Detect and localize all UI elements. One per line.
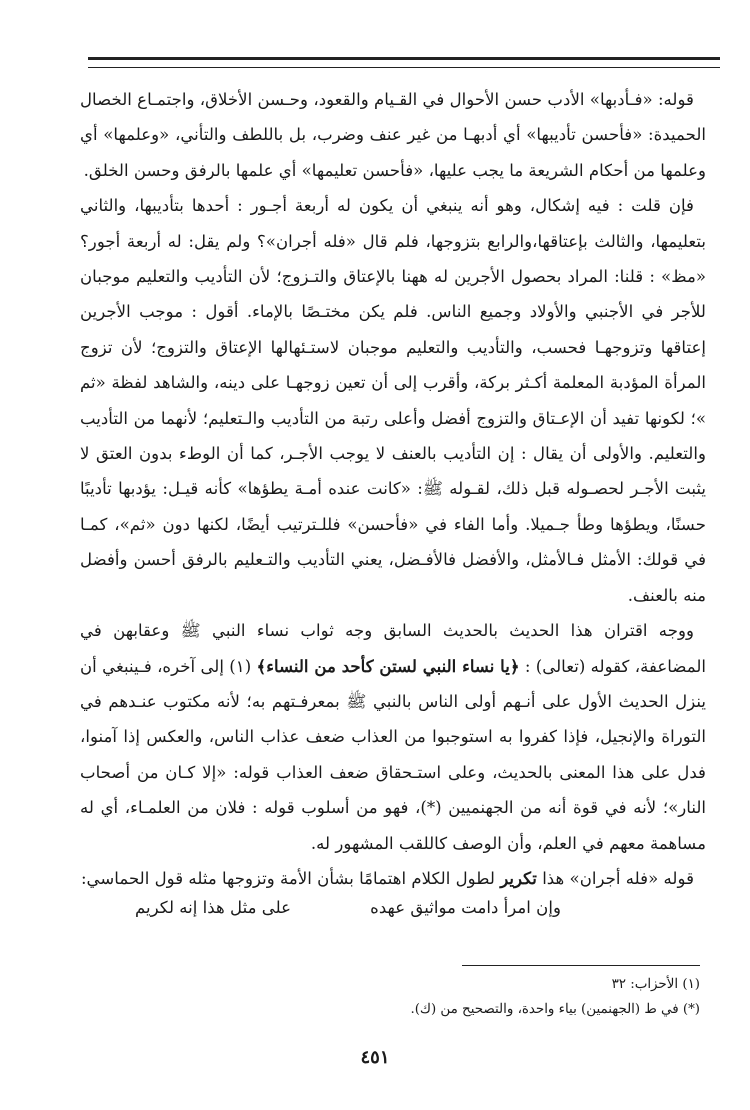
footnotes [80, 972, 700, 1022]
footnote-2: (*) في ط (الجهنمين) بياء واحدة، والتصحيح من (ك). [410, 1002, 700, 1017]
paragraph-4-intro: قوله «فله أجران» هذا [536, 868, 694, 888]
poem-first-hemistich: وإن امرأ دامت مواثيق عهده [370, 898, 561, 917]
poem-verse [80, 890, 706, 926]
footnote-reference: (١) [223, 656, 257, 676]
paragraph-3 [80, 613, 706, 861]
paragraph-3-intro: ووجه اقتران هذا الحديث بالحديث السابق وجه ثواب نساء النبي ﷺ وعقابهن في المضاعفة، كقوله (تعالى) : [80, 621, 707, 676]
footnote-1: (١) الأحزاب: ٣٢ [611, 977, 700, 992]
footnote-separator [462, 965, 700, 966]
header-thick-rule [88, 57, 720, 60]
quranic-verse: ﴿يا نساء النبي لستن كأحد من النساء﴾ [256, 655, 520, 676]
bold-term: تكرير [500, 867, 537, 888]
poem-second-hemistich: على مثل هذا إنه لكريم [134, 898, 291, 917]
paragraph-3-rest: إلى آخره، فـينبغي أن ينزل الحديث الأول على أنـهم أولى الناس بالنبي ﷺ بمعرفـتهم به؛ لأنه مكتوب عنـدهم في التوراة والإنجيل، فإذا كفروا به استوجبوا من العذاب ضعف عذاب الناس، والعكس إذا آمنوا، فدل على هذا المعنى بالحديث، وعلى استـحقاق ضعف العذاب قوله: «إلا كـان من أصحاب النار»؛ لأنه في قوة أنه من الجهنميين (*)، فهو من أسلوب قوله : فلان من العلمـاء، أي له مساهمة معهم في العلم، وأن الوصف كاللقب المشهور له. [80, 656, 706, 853]
header-thin-rule [88, 67, 720, 68]
paragraph-2: فإن قلت : فيه إشكال، وهو أنه ينبغي أن يكون له أربعة أجـور : أحدها بتأديبها، والثاني بتعليمها، والثالث بإعتاقها،والرابع بتزوجها، فلم قال «فله أجران»؟ ولم يقل: له أربعة أجور؟ «مظ» : قلنا: المراد بحصول الأجرين له ههنا بالإعتاق والتـزوج؛ لأن التأديب والتعليم موجبان للأجر في الأجنبي والأولاد وجميع الناس. فلم يكن مختـصًا بالإماء. أقول : موجب الأجرين إعتاقها وتزوجهـا فحسب، والتأديب والتعليم موجبان لاستـئهالها الإعتاق والتزوج؛ لأن تزوج المرأة المؤدبة المعلمة أكـثر بركة، وأقرب إلى أن تعين زوجهـا على دينه، والشاهد لفظة «ثم »؛ لكونها تفيد أن الإعـتاق والتزوج أفضل وأعلى رتبة من التأديب والـتعليم؛ لأنهما من التأديب والتعليم. والأولى أن يقال : إن التأديب بالعنف لا يوجب الأجـر، كما أن الوطء بدون العتق لا يثبت الأجـر لحصـوله قبل ذلك، لقـوله ﷺ: «كانت عنده أمـة يطؤها» كأنه قيـل: يؤدبها تأديبًا حسنًا، ويطؤها وطأ جـميلا. وأما الفاء في «فأحسن» فللـترتيب أيضًا، لكنها دون «ثم»، كمـا في قولك: الأمثل فـالأمثل، والأفضل فالأفـضل، يعني التأديب والتـعليم بالرفق أحسن وأفضل منه بالعنف. [80, 196, 706, 605]
main-text [80, 82, 706, 896]
page-number: ٤٥١ [360, 1047, 390, 1068]
paragraph-1: قوله: «فـأدبها» الأدب حسن الأحوال في القـيام والقعود، وحـسن الأخلاق، واجتمـاع الخصال الحميدة: «فأحسن تأديبها» أي أدبهـا من غير عنف وضرب، بل باللطف والتأني، «وعلمها» أي وعلمها من أحكام الشريعة ما يجب عليها، «فأحسن تعليمها» أي علمها بالرفق وحسن الخلق. [80, 90, 706, 180]
paragraph-4-rest: لطول الكلام اهتمامًا بشأن الأمة وتزوجها مثله قول الحماسي: [80, 868, 501, 888]
